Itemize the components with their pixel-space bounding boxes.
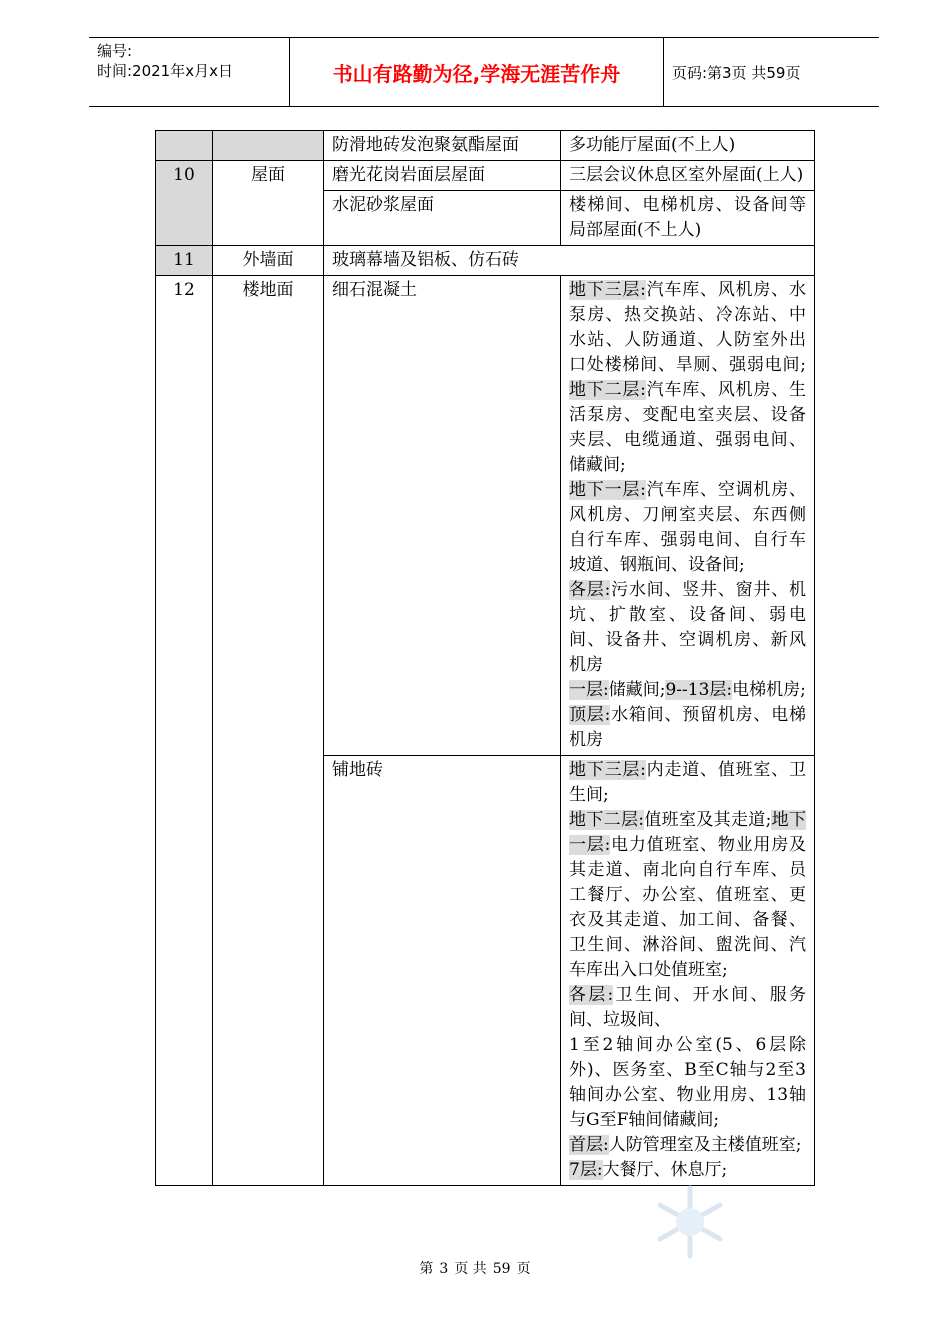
- floor-label: 各层:: [569, 580, 611, 600]
- header-meta: [89, 38, 290, 106]
- table-row: [156, 161, 815, 191]
- floor-label: 首层:: [569, 1135, 609, 1155]
- floor-text: 1至2轴间办公室(5、6层除外)、医务室、B至C轴与2至3轴间办公室、物业用房、13轴与G至F轴间储藏间;: [569, 1035, 806, 1130]
- serial-label: 编号:: [97, 42, 133, 60]
- header-page-label: 页码:第3页 共59页: [672, 63, 801, 82]
- row11-description: 玻璃幕墙及铝板、仿石砖: [324, 246, 815, 276]
- row12-num: 12: [156, 276, 213, 1186]
- floor-label: 顶层:: [569, 705, 611, 725]
- row10-num: 10: [156, 161, 213, 246]
- floor-text: 污水间、竖井、窗井、机坑、扩散室、设备间、弱电间、设备井、空调机房、新风机房: [569, 580, 806, 675]
- snowflake-watermark-icon: [650, 1182, 730, 1262]
- page-header: [89, 37, 879, 107]
- footer-middle: 页 共: [454, 1261, 487, 1277]
- header-motto: 书山有路勤为径,学海无涯苦作舟: [290, 38, 664, 106]
- floor-text: 电梯机房;: [732, 680, 806, 700]
- floor-label: 地下三层:: [569, 280, 646, 300]
- floor-text: 内走道、值班室、卫生间;: [569, 760, 806, 805]
- row9-type: 防滑地砖发泡聚氨酯屋面: [324, 131, 561, 161]
- row11-num: 11: [156, 246, 213, 276]
- floor-label: 地下二层:: [569, 380, 646, 400]
- floor-text: 卫生间、开水间、服务间、垃圾间、: [569, 985, 807, 1030]
- table-row: [156, 246, 815, 276]
- floor-label: 各层:: [569, 985, 614, 1005]
- row12-b-type: 铺地砖: [324, 756, 561, 1186]
- floor-label: 地下三层:: [569, 760, 646, 780]
- floor-text: 大餐厅、休息厅;: [602, 1160, 728, 1180]
- row12-a-locations: [561, 276, 815, 756]
- floor-label: 地下二层:: [569, 810, 645, 830]
- floor-text: 水箱间、预留机房、电梯机房: [569, 705, 806, 750]
- table-row: [156, 131, 815, 161]
- row12-category: 楼地面: [213, 276, 324, 1186]
- floor-text: 电力值班室、物业用房及其走道、南北向自行车库、员工餐厅、办公室、值班室、更衣及其走道、加工间、备餐、卫生间、淋浴间、盥洗间、汽车库出入口处值班室;: [569, 835, 806, 980]
- footer-prefix: 第: [419, 1261, 434, 1277]
- row10-sub1-location: 三层会议休息区室外屋面(上人): [561, 161, 815, 191]
- page-footer: [0, 1258, 950, 1278]
- row12-b-locations: [561, 756, 815, 1186]
- floor-label: 一层:: [569, 680, 609, 700]
- footer-total-pages: 59: [492, 1261, 511, 1277]
- footer-suffix: 页: [516, 1261, 531, 1277]
- footer-page-number: 3: [439, 1261, 449, 1277]
- floor-text: 值班室及其走道;: [644, 810, 772, 830]
- floor-label: 地下一层:: [569, 480, 646, 500]
- floor-text: 汽车库、空调机房、风机房、刀闸室夹层、东西侧自行车库、强弱电间、自行车坡道、钢瓶间、设备间;: [569, 480, 806, 575]
- floor-text: 人防管理室及主楼值班室;: [608, 1135, 802, 1155]
- floor-text: 汽车库、风机房、水泵房、热交换站、冷冻站、中水站、人防通道、人防室外出口处楼梯间、旱厕、强弱电间;: [569, 280, 806, 375]
- table-row: [156, 276, 815, 756]
- finish-table: [155, 130, 815, 1186]
- floor-label: 地下一层:: [569, 810, 807, 855]
- floor-label: 7层:: [569, 1160, 603, 1180]
- row9-location: 多功能厅屋面(不上人): [561, 131, 815, 161]
- floor-text: 储藏间;: [608, 680, 666, 700]
- floor-text: 汽车库、风机房、生活泵房、变配电室夹层、设备夹层、电缆通道、强弱电间、储藏间;: [569, 380, 806, 475]
- row10-category: 屋面: [213, 161, 324, 246]
- row10-sub2-location: 楼梯间、电梯机房、设备间等局部屋面(不上人): [561, 191, 815, 246]
- floor-label: 9--13层:: [665, 680, 733, 700]
- row10-sub1-type: 磨光花岗岩面层屋面: [324, 161, 561, 191]
- time-label: 时间:2021年x月x日: [97, 62, 233, 80]
- row9-cat: [213, 131, 324, 161]
- row11-category: 外墙面: [213, 246, 324, 276]
- row10-sub2-type: 水泥砂浆屋面: [324, 191, 561, 246]
- row9-num: [156, 131, 213, 161]
- row12-a-type: 细石混凝土: [324, 276, 561, 756]
